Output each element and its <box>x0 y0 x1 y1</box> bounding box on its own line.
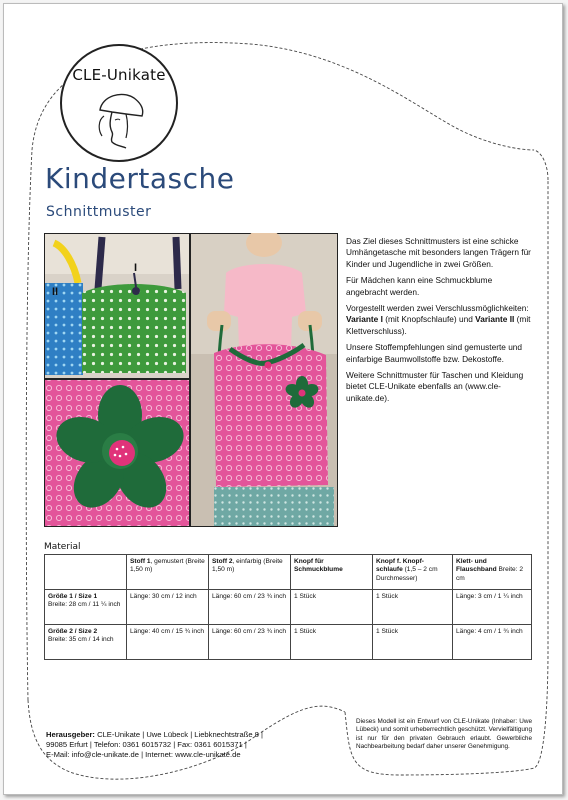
publisher-line-3: E-Mail: info@cle-unikate.de | Internet: www.cle-unikate.de <box>46 750 241 760</box>
table-cell: Länge: 4 cm / 1 ¾ inch <box>453 625 532 660</box>
table-cell: 1 Stück <box>373 590 453 625</box>
header-cell <box>45 555 127 590</box>
copyright-notice: Dieses Modell ist ein Entwurf von CLE-Unikate (Inhaber: Uwe Lübeck) und somit urheberrechtlich geschützt. Vervielfältigung ist nur für den privaten Gebrauch erlaubt. Gewerbliche Nachbearbeitung bedarf daher unserer Genehmigung. <box>356 718 532 750</box>
table-cell: Länge: 3 cm / 1 ¼ inch <box>453 590 532 625</box>
label-variant-2: II <box>52 286 59 298</box>
publisher-line-1: Herausgeber: CLE-Unikate | Uwe Lübeck | Liebknechtstraße 8 | <box>46 730 263 739</box>
table-cell: 1 Stück <box>291 590 373 625</box>
face-profile-icon <box>92 90 146 152</box>
size-cell: Größe 2 / Size 2 Breite: 35 cm / 14 inch <box>45 625 127 660</box>
intro-text <box>346 236 531 409</box>
table-row <box>45 625 532 660</box>
table-row <box>45 590 532 625</box>
intro-paragraph-3 <box>346 303 531 337</box>
table-cell: Länge: 60 cm / 23 ¾ inch <box>209 625 291 660</box>
intro-p3-mid: (mit Knopfschlaufe) und <box>382 314 476 325</box>
intro-variant-2: Variante II <box>475 314 515 325</box>
header-cell: Stoff 2, einfarbig (Breite 1,50 m) <box>209 555 291 590</box>
table-cell: Länge: 40 cm / 15 ¾ inch <box>127 625 209 660</box>
table-cell: 1 Stück <box>291 625 373 660</box>
logo-text: CLE-Unikate <box>72 66 166 84</box>
material-table <box>44 554 532 660</box>
intro-p3-post: (mit Klettverschluss). <box>346 314 531 336</box>
intro-paragraph-5: Weitere Schnittmuster für Taschen und Kleidung bietet CLE-Unikate ebenfalls an (www.cle-unikate.de). <box>346 370 524 403</box>
table-cell: Länge: 30 cm / 12 inch <box>127 590 209 625</box>
intro-p3-pre: Vorgestellt werden zwei Verschlussmöglichkeiten: <box>346 303 529 314</box>
intro-paragraph-1: Das Ziel dieses Schnittmusters ist eine schicke Umhängetasche mit besonders langen Trägern für Kinder und Jugendliche in zwei Größen. <box>346 236 531 269</box>
intro-paragraph-2: Für Mädchen kann eine Schmuckblume angebracht werden. <box>346 275 493 297</box>
table-header-row <box>45 555 532 590</box>
header-cell: Knopf f. Knopf-schlaufe (1,5 – 2 cm Durchmesser) <box>373 555 453 590</box>
table-cell: Länge: 60 cm / 23 ¾ inch <box>209 590 291 625</box>
intro-variant-1: Variante I <box>346 314 383 325</box>
header-cell: Knopf für Schmuckblume <box>291 555 373 590</box>
publisher-line-2: 99085 Erfurt | Telefon: 0361 6015732 | Fax: 0361 6015371 | <box>46 740 247 750</box>
header-cell: Stoff 1, gemustert (Breite 1,50 m) <box>127 555 209 590</box>
intro-paragraph-4: Unsere Stoffempfehlungen sind gemusterte und einfarbige Baumwollstoffe bzw. Dekostoffe. <box>346 342 523 364</box>
table-cell: 1 Stück <box>373 625 453 660</box>
page-title: Kindertasche <box>45 162 235 195</box>
brand-logo <box>60 44 178 162</box>
material-heading: Material <box>44 542 81 552</box>
page-subtitle: Schnittmuster <box>46 204 152 220</box>
label-variant-1: I <box>134 262 138 274</box>
publisher-info <box>46 730 263 761</box>
collage-svg <box>44 233 338 527</box>
header-cell: Klett- und Flauschband Breite: 2 cm <box>453 555 532 590</box>
product-photo-collage <box>44 233 338 527</box>
size-cell: Größe 1 / Size 1 Breite: 28 cm / 11 ¼ inch <box>45 590 127 625</box>
